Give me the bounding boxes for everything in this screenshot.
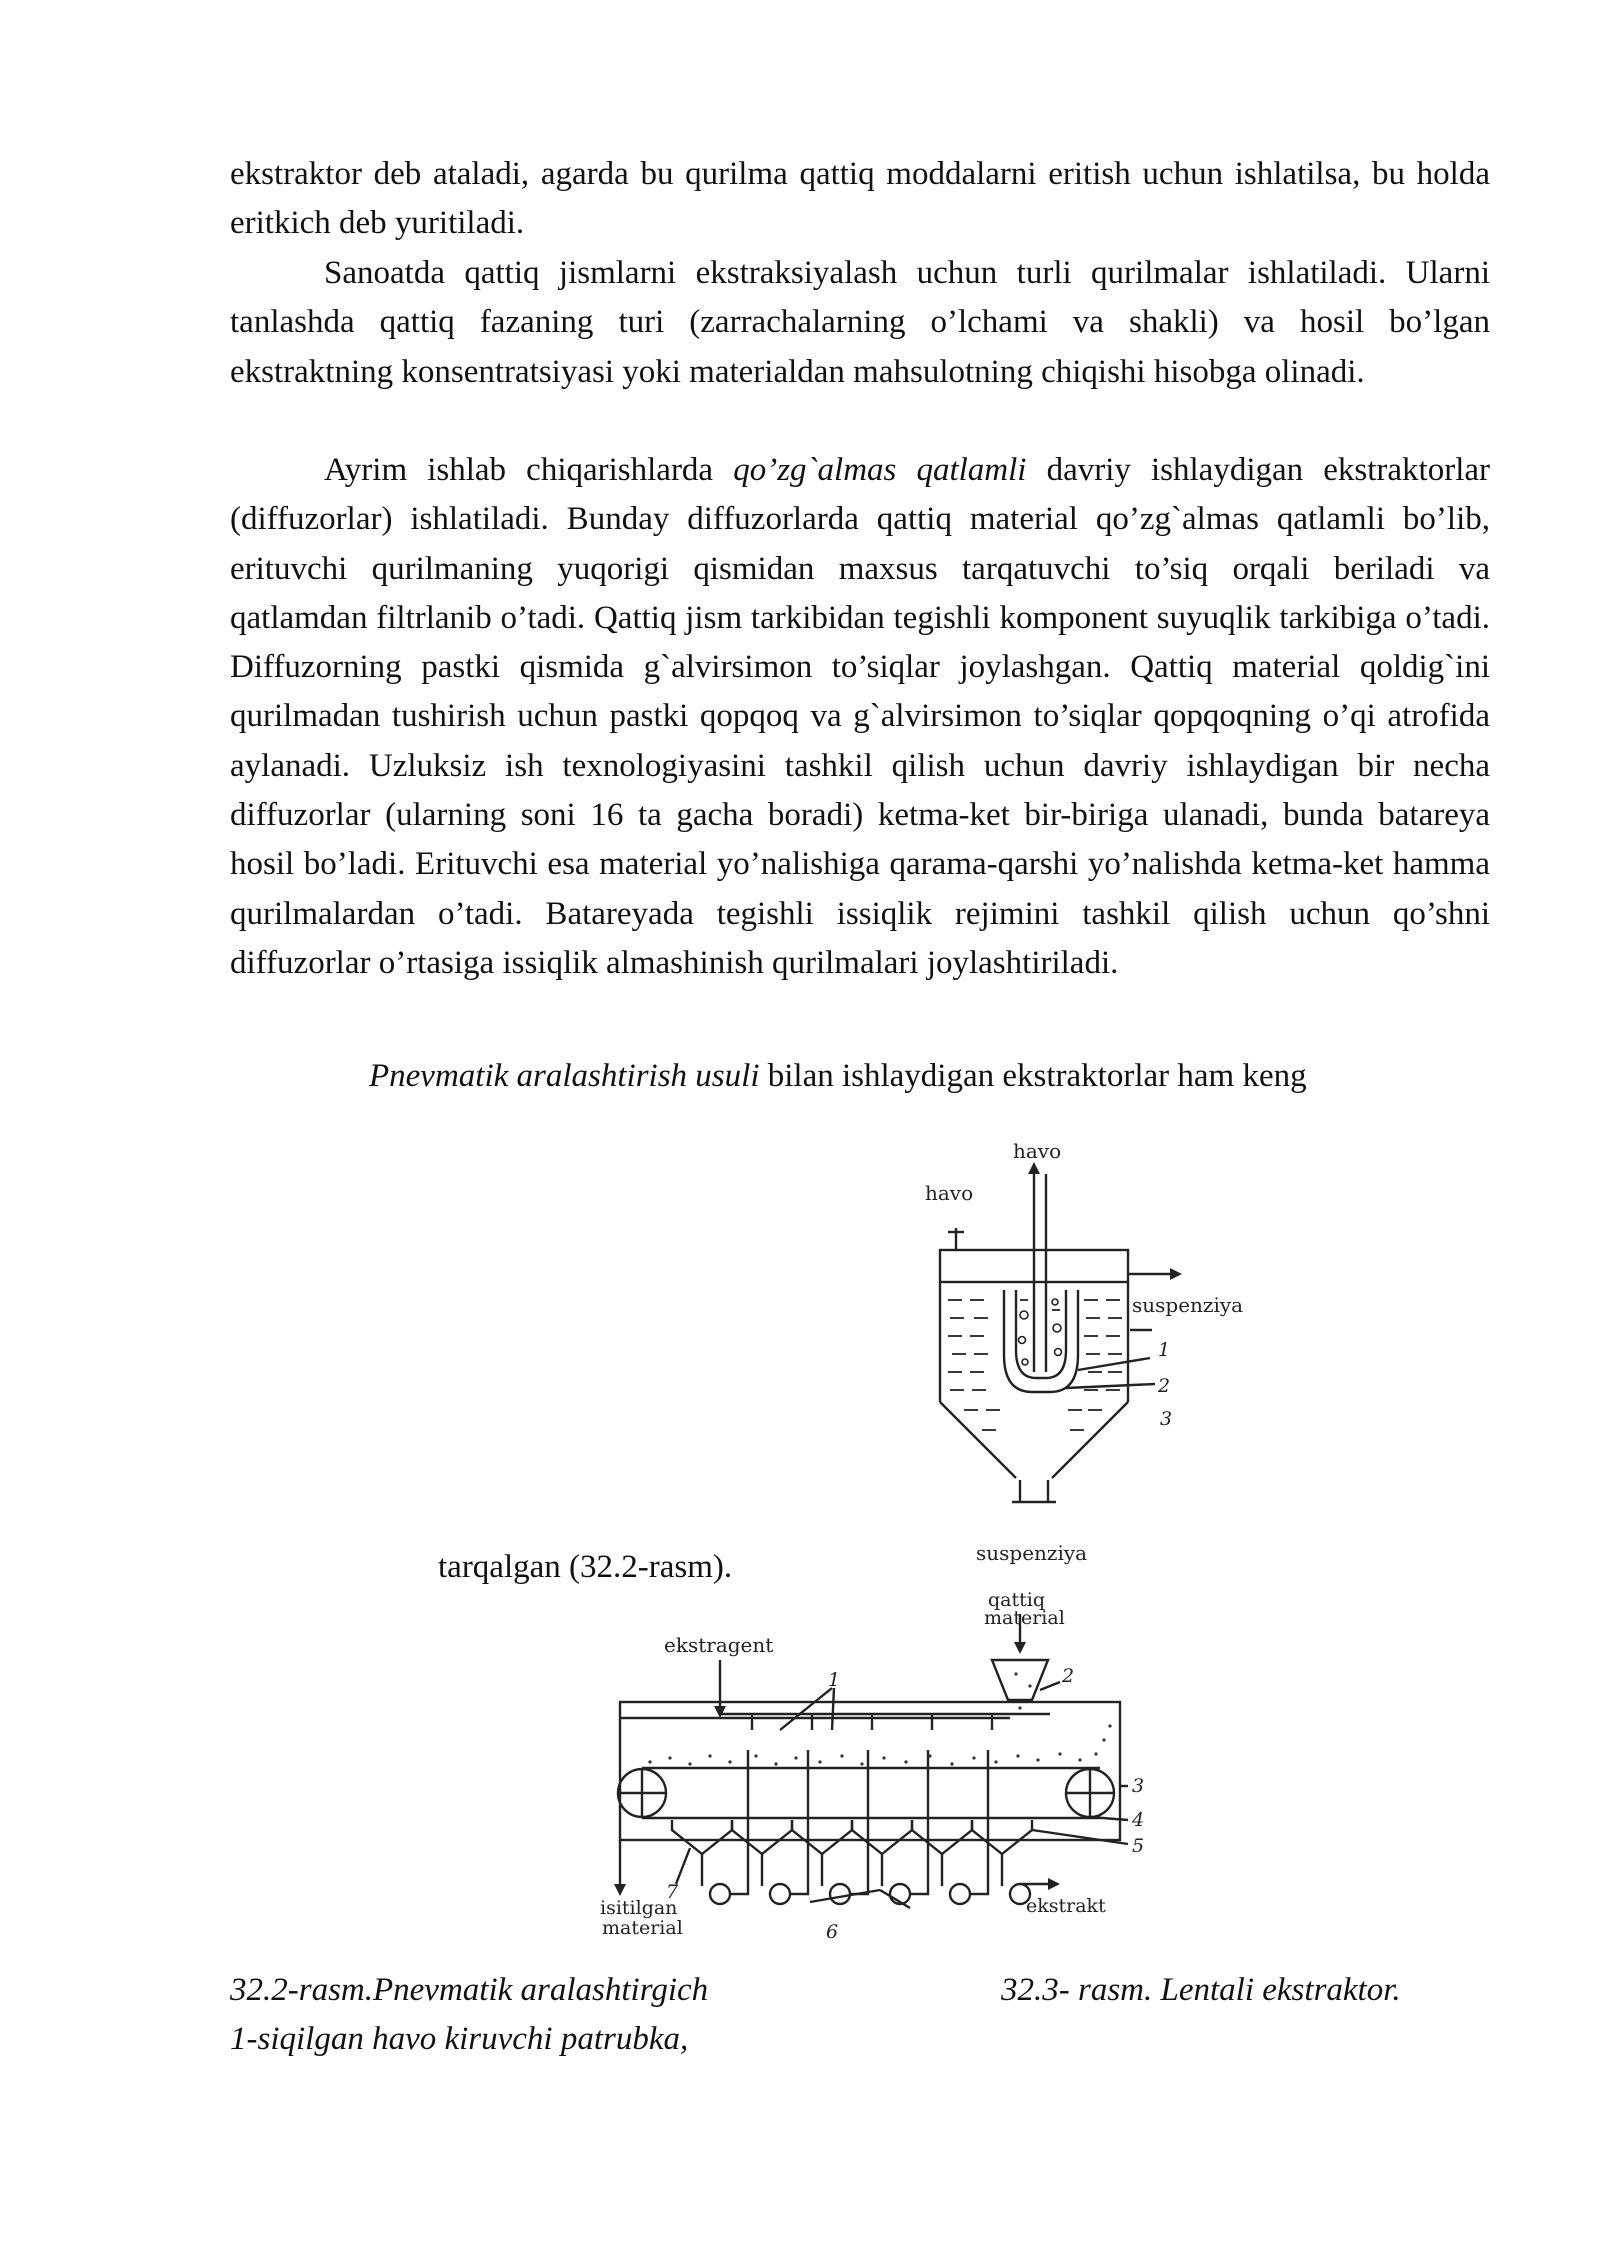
caption-fig-32-2-title: 32.2-rasm.Pnevmatik aralashtirgich xyxy=(230,1972,709,2008)
heated-material-out-arrow-icon xyxy=(614,1884,626,1896)
extragent-in-arrow-icon xyxy=(714,1706,726,1718)
pneumatic-mixer-diagram xyxy=(900,1140,1280,1570)
paragraph-3-rest: davriy ishlaydigan ekstraktorlar (diffuzorlar) ishlatiladi. Bunday diffuzorlarda qattiq material qo’zg`almas qatlamli bo’lib, erituvchi qurilmaning yuqorigi qismidan maxsus tarqatuvchi to’siq orqali beriladi va qatlamdan filtrlanib o’tadi. Qattiq jism tarkibidan tegishli komponent suyuqlik tarkibiga o’tadi. Diffuzorning pastki qismida g`alvirsimon to’siqlar joylashgan. Qattiq material qoldig`ini qurilmadan tushirish uchun pastki qopqoq va g`alvirsimon to’siqlar qopqoqning o’qi atrofida aylanadi. Uzluksiz ish texnologiyasini tashkil qilish uchun davriy ishlaydigan bir necha diffuzorlar (ularning soni 16 ta gacha boradi) ketma-ket bir-biriga ulanadi, bunda batareya hosil bo’ladi. Erituvchi esa material yo’nalishiga qarama-qarshi yo’nalishda ketma-ket hamma qurilmalardan o’tadi. Batareyada tegishli issiqlik rejimini tashkil qilish uchun qo’shni diffuzorlar o’rtasiga issiqlik almashinish qurilmalari joylashtiriladi. xyxy=(230,452,1491,981)
label-extragent: ekstragent xyxy=(664,1633,774,1657)
belt-number-5: 5 xyxy=(1132,1835,1145,1857)
label-heated-material-1: isitilgan xyxy=(600,1897,678,1919)
paragraph-4-emphasis: Pnevmatik aralashtirish usuli xyxy=(369,1058,760,1094)
belt-number-4: 4 xyxy=(1132,1809,1145,1831)
belt-extractor-diagram xyxy=(580,1590,1170,1960)
belt-number-6: 6 xyxy=(826,1921,839,1943)
paragraph-4-continuation: tarqalgan (32.2-rasm). xyxy=(438,1549,733,1585)
label-solid-material-1: qattiq xyxy=(988,1590,1045,1611)
paragraph-2: Sanoatda qattiq jismlarni ekstraksiyalash uchun turli qurilmalar ishlatiladi. Ularni tanlashda qattiq fazaning turi (zarrachalarning o’lchami va shakli) va hosil bo’lgan ekstraktning konsentratsiyasi yoki materialdan mahsulotning chiqishi hisobga olinadi. xyxy=(230,255,1490,390)
paragraph-3 xyxy=(230,446,1490,988)
number-1: 1 xyxy=(1158,1339,1171,1361)
label-air-left: havo xyxy=(925,1181,974,1205)
label-suspension-side: suspenziya xyxy=(1132,1293,1244,1317)
belt-number-3: 3 xyxy=(1132,1775,1145,1797)
label-extract: ekstrakt xyxy=(1026,1895,1106,1917)
label-suspension-bottom: suspenziya xyxy=(976,1541,1088,1565)
paragraph-1: ekstraktor deb ataladi, agarda bu qurilma qattiq moddalarni eritish uchun ishlatilsa, bu holda eritkich deb yuritiladi. xyxy=(230,156,1490,242)
paragraph-3-emphasis: qo’zg`almas qatlamli xyxy=(733,452,1027,488)
belt-number-1: 1 xyxy=(828,1669,841,1691)
label-solid-material-2: material xyxy=(984,1607,1065,1629)
air-in-arrow-icon xyxy=(1028,1162,1040,1174)
label-air-top: havo xyxy=(1013,1140,1062,1163)
caption-fig-32-3-title: 32.3- rasm. Lentali ekstraktor. xyxy=(1001,1972,1401,2008)
paragraph-4-rest: bilan ishlaydigan ekstraktorlar ham keng xyxy=(759,1058,1307,1094)
label-heated-material-2: material xyxy=(602,1917,683,1939)
number-3: 3 xyxy=(1160,1408,1173,1430)
caption-fig-32-2-line2: 1-siqilgan havo kiruvchi patrubka, xyxy=(230,2021,689,2057)
suspension-out-arrow-icon xyxy=(1170,1268,1182,1280)
number-2: 2 xyxy=(1158,1375,1171,1397)
belt-number-7: 7 xyxy=(666,1881,679,1903)
paragraph-3-lead: Ayrim ishlab chiqarishlarda xyxy=(324,452,734,488)
extract-out-arrow-icon xyxy=(1048,1878,1060,1890)
belt-number-2: 2 xyxy=(1062,1665,1075,1687)
paragraph-4 xyxy=(369,1052,1307,1101)
